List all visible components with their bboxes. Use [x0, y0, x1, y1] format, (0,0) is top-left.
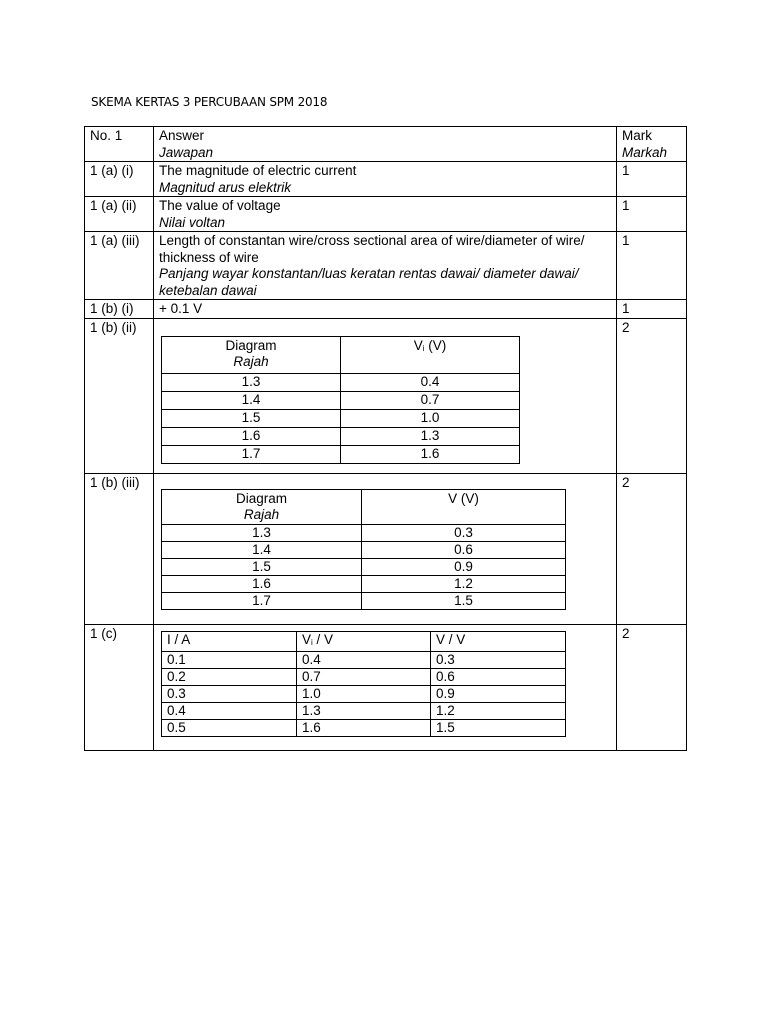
answer-ms: Nilai voltan — [159, 214, 226, 230]
row-no: 1 (b) (iii) — [85, 473, 154, 624]
header-mark-en: Mark — [622, 128, 652, 143]
table-row — [85, 300, 687, 319]
diagram-header: Diagram Rajah — [162, 336, 341, 373]
table-row — [85, 162, 687, 197]
header-no: No. 1 — [85, 127, 154, 162]
table-row — [85, 197, 687, 232]
answer-en: The value of voltage — [159, 198, 281, 213]
inner-row: 1.3 0.4 — [162, 373, 520, 391]
row-mark: 2 — [617, 624, 687, 750]
row-answer — [154, 318, 617, 473]
row-mark: 1 — [617, 162, 687, 197]
inner-row: 1.7 1.6 — [162, 445, 520, 463]
row-no: 1 (c) — [85, 624, 154, 750]
table-row-c — [85, 624, 687, 750]
answer-en: The magnitude of electric current — [159, 163, 357, 178]
row-no: 1 (b) (i) — [85, 300, 154, 319]
row-mark: 2 — [617, 318, 687, 473]
inner-row: 1.6 1.3 — [162, 427, 520, 445]
document-title: SKEMA KERTAS 3 PERCUBAAN SPM 2018 — [91, 95, 328, 109]
inner-row: 1.6 1.2 — [162, 575, 566, 592]
inner-row: 0.3 1.0 0.9 — [162, 685, 566, 702]
table-row-b-iii — [85, 473, 687, 624]
row-answer — [154, 300, 617, 319]
row-mark: 2 — [617, 473, 687, 624]
table-row — [85, 232, 687, 300]
header-row — [85, 127, 687, 162]
answer-en: Length of constantan wire/cross sectional area of wire/diameter of wire/ thickness of wire — [159, 233, 585, 265]
inner-row: 1.5 0.9 — [162, 558, 566, 575]
header-mark — [617, 127, 687, 162]
row-answer — [154, 162, 617, 197]
table-row-b-ii — [85, 318, 687, 473]
row-answer — [154, 473, 617, 624]
header-answer — [154, 127, 617, 162]
current-header: I / A — [162, 631, 297, 651]
row-mark: 1 — [617, 300, 687, 319]
inner-header-row — [162, 631, 566, 651]
inner-row: 0.4 1.3 1.2 — [162, 702, 566, 719]
vi-header: $V_i$ / V — [297, 631, 431, 651]
diagram-vi-table — [161, 336, 520, 464]
inner-header-row — [162, 336, 520, 373]
v-header: V / V — [431, 631, 566, 651]
row-mark: 1 — [617, 232, 687, 300]
diagram-v-table — [161, 489, 566, 610]
inner-row: 1.7 1.5 — [162, 592, 566, 609]
inner-row: 1.4 0.7 — [162, 391, 520, 409]
diagram-header: Diagram Rajah — [162, 489, 362, 524]
vi-header: $V_i$ (V) — [341, 336, 520, 373]
inner-row: 1.3 0.3 — [162, 524, 566, 541]
inner-row: 1.4 0.6 — [162, 541, 566, 558]
answer-en: + 0.1 V — [159, 301, 203, 316]
header-answer-ms: Jawapan — [159, 144, 214, 160]
v-header: V (V) — [362, 489, 566, 524]
row-answer — [154, 232, 617, 300]
current-voltage-table — [161, 631, 566, 737]
answer-ms: Magnitud arus elektrik — [159, 179, 292, 195]
row-no: 1 (a) (i) — [85, 162, 154, 197]
header-mark-ms: Markah — [622, 144, 668, 160]
row-answer — [154, 197, 617, 232]
inner-row: 0.2 0.7 0.6 — [162, 668, 566, 685]
answer-ms: Panjang wayar konstantan/luas keratan rentas dawai/ diameter dawai/ ketebalan dawai — [159, 266, 579, 298]
row-mark: 1 — [617, 197, 687, 232]
header-answer-en: Answer — [159, 128, 205, 143]
row-no: 1 (a) (iii) — [85, 232, 154, 300]
row-no: 1 (b) (ii) — [85, 318, 154, 473]
inner-row: 1.5 1.0 — [162, 409, 520, 427]
inner-header-row — [162, 489, 566, 524]
row-answer — [154, 624, 617, 750]
row-no: 1 (a) (ii) — [85, 197, 154, 232]
marking-scheme-table — [84, 126, 687, 751]
inner-row: 0.5 1.6 1.5 — [162, 719, 566, 736]
inner-row: 0.1 0.4 0.3 — [162, 651, 566, 668]
